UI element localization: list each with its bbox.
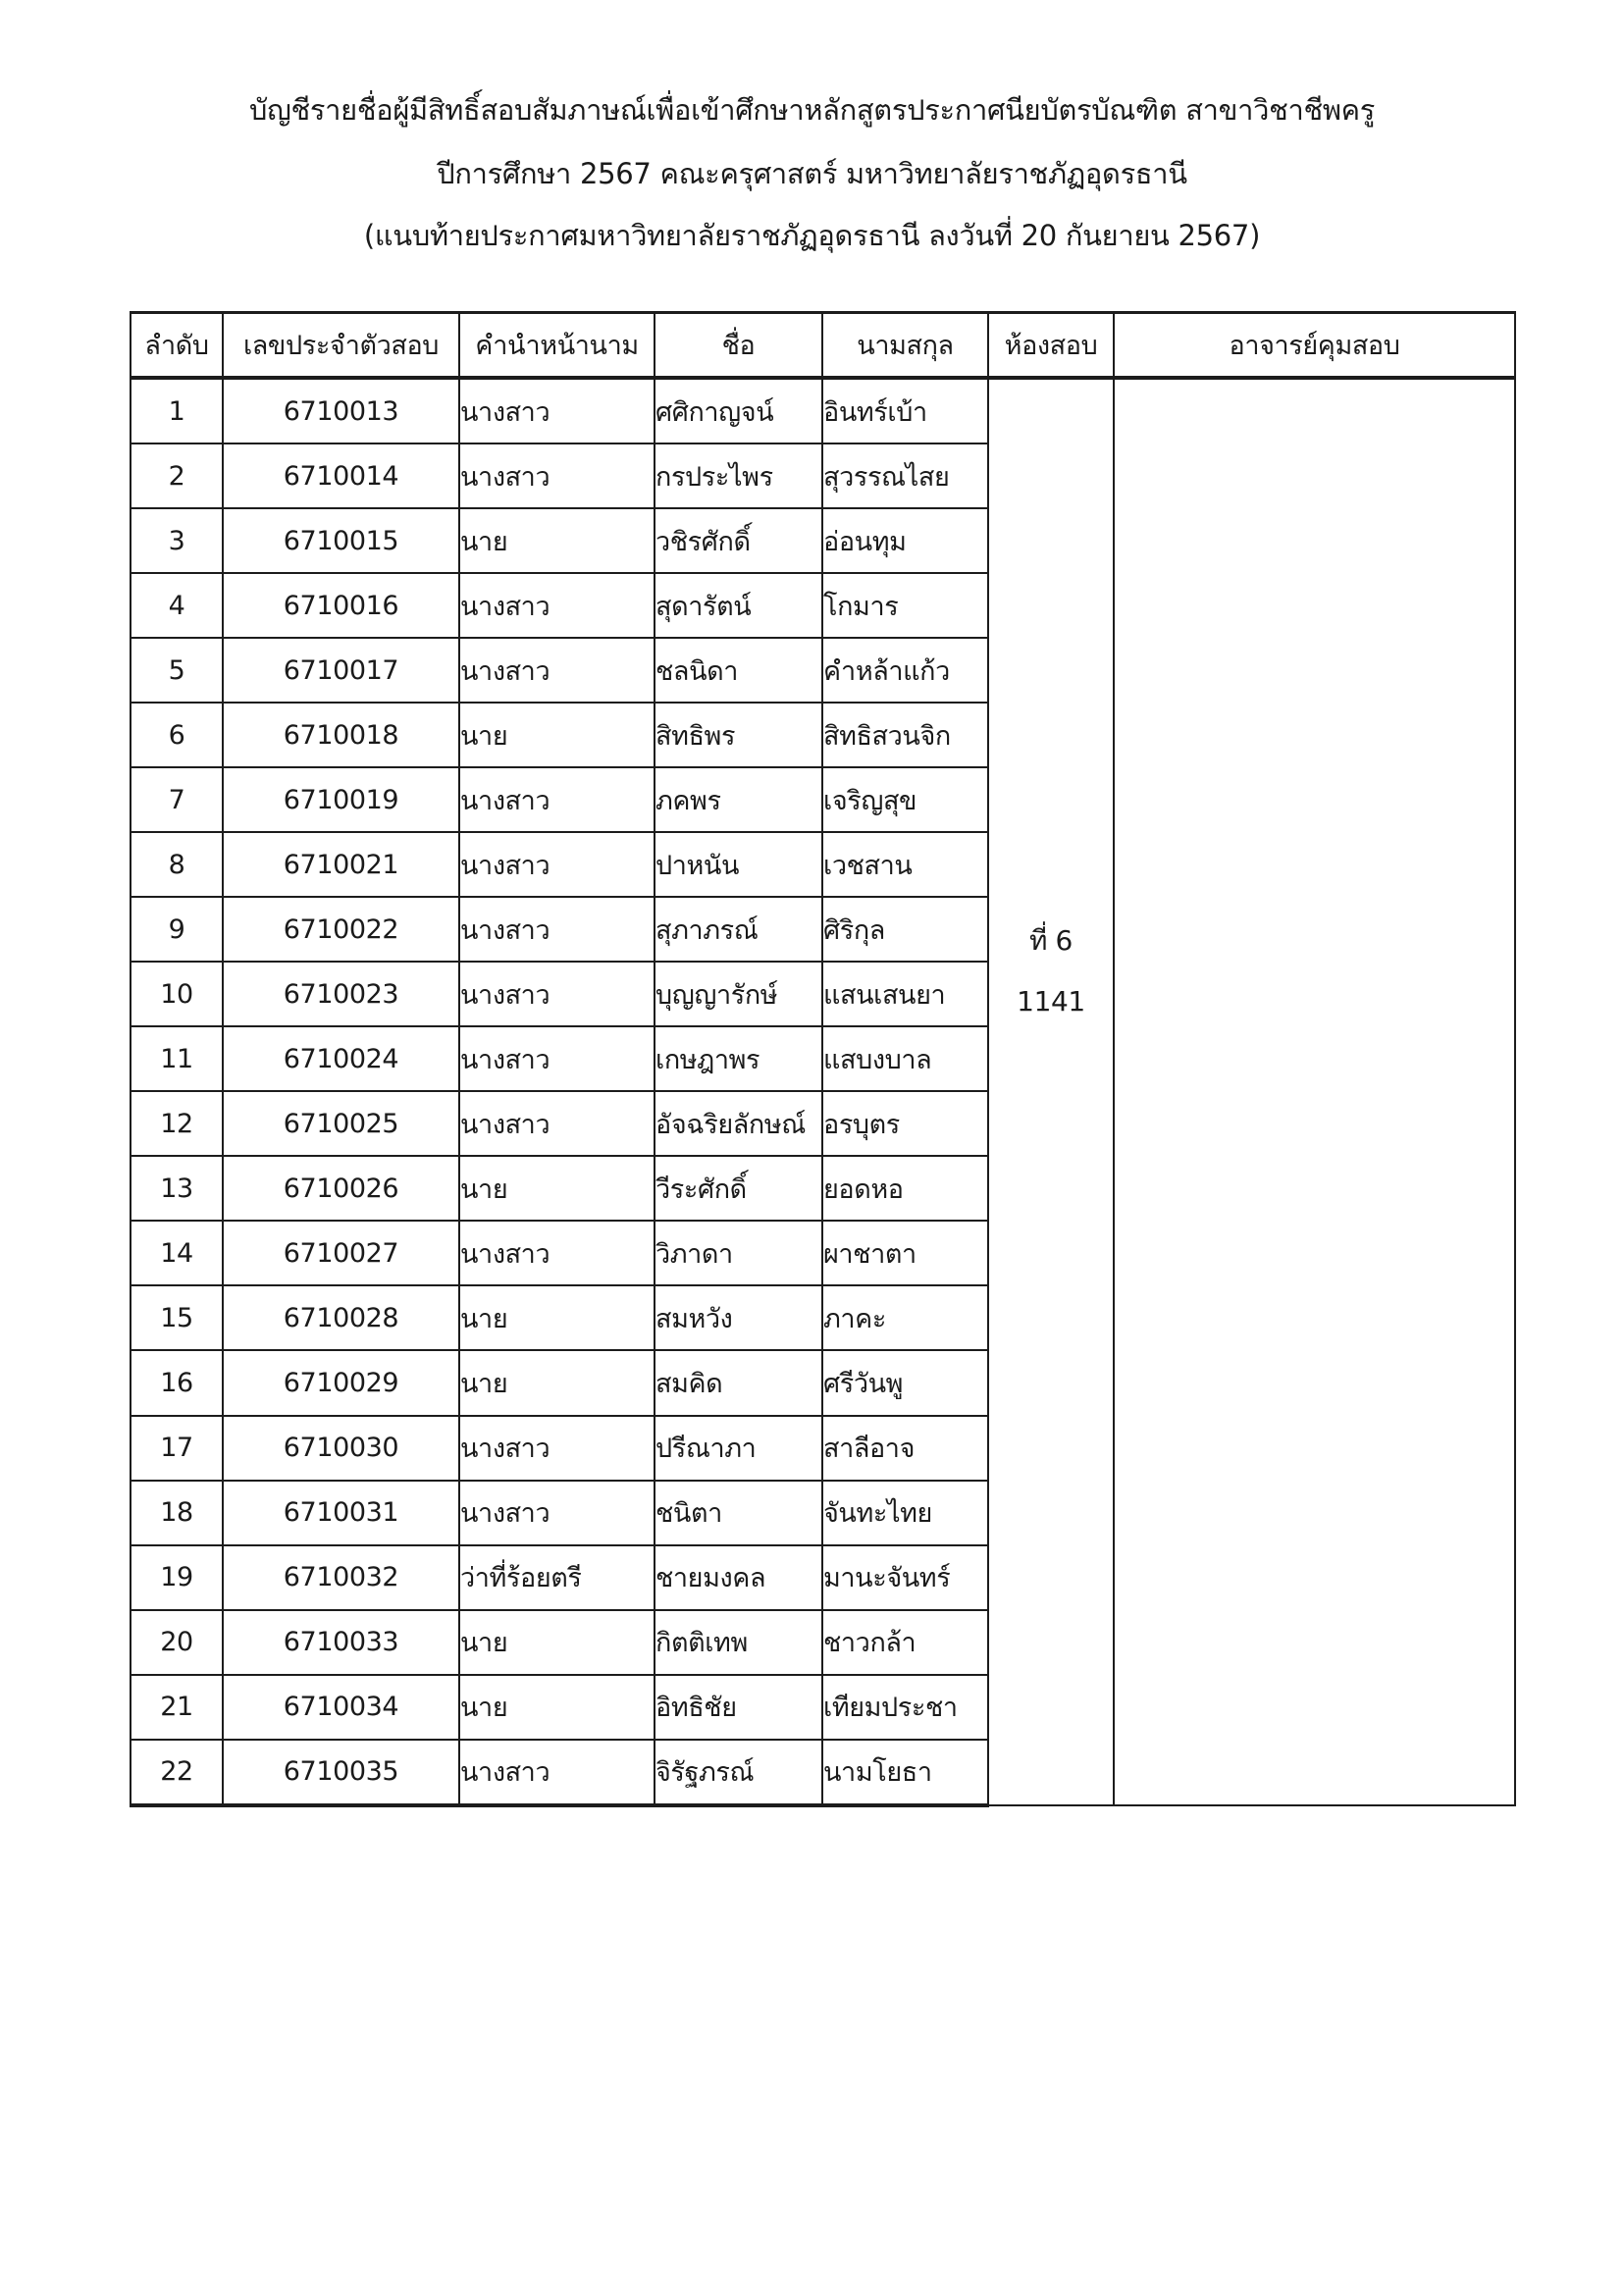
- row-order-cell: 6: [131, 703, 223, 767]
- row-last-name-cell: จันทะไทย: [822, 1481, 988, 1545]
- header-proctor: อาจารย์คุมสอบ: [1114, 313, 1515, 379]
- row-order-cell: 4: [131, 573, 223, 638]
- row-prefix-cell: ว่าที่ร้อยตรี: [459, 1545, 655, 1610]
- row-exam-id-cell: 6710013: [223, 378, 459, 443]
- row-prefix-cell: นางสาว: [459, 1026, 655, 1091]
- row-last-name-cell: ศิริกุล: [822, 897, 988, 962]
- document-subtitle: ปีการศึกษา 2567 คณะครุศาสตร์ มหาวิทยาลัยราชภัฏอุดรธานี: [437, 157, 1187, 190]
- row-exam-id-cell: 6710016: [223, 573, 459, 638]
- row-prefix-cell: นางสาว: [459, 378, 655, 443]
- row-exam-id-cell: 6710025: [223, 1091, 459, 1156]
- row-last-name-cell: เวชสาน: [822, 832, 988, 897]
- exam-room-code: 1141: [1017, 985, 1085, 1017]
- row-order-cell: 5: [131, 638, 223, 703]
- row-first-name-cell: ชนิตา: [655, 1481, 822, 1545]
- row-last-name-cell: แสบงบาล: [822, 1026, 988, 1091]
- row-order-cell: 7: [131, 767, 223, 832]
- row-last-name-cell: เจริญสุข: [822, 767, 988, 832]
- row-last-name-cell: สิทธิสวนจิก: [822, 703, 988, 767]
- row-prefix-cell: นางสาว: [459, 962, 655, 1026]
- document-title: บัญชีรายชื่อผู้มีสิทธิ์สอบสัมภาษณ์เพื่อเข้าศึกษาหลักสูตรประกาศนียบัตรบัณฑิต สาขาวิชาชีพครู: [248, 93, 1376, 127]
- row-prefix-cell: นาย: [459, 703, 655, 767]
- row-last-name-cell: ชาวกล้า: [822, 1610, 988, 1675]
- row-exam-id-cell: 6710033: [223, 1610, 459, 1675]
- row-last-name-cell: เทียมประชา: [822, 1675, 988, 1740]
- row-last-name-cell: ภาคะ: [822, 1285, 988, 1350]
- row-last-name-cell: มานะจันทร์: [822, 1545, 988, 1610]
- row-exam-id-cell: 6710030: [223, 1416, 459, 1481]
- header-prefix: คำนำหน้านาม: [459, 313, 655, 379]
- row-order-cell: 1: [131, 378, 223, 443]
- row-first-name-cell: กรประไพร: [655, 443, 822, 508]
- row-first-name-cell: สมคิด: [655, 1350, 822, 1415]
- header-order: ลำดับ: [131, 313, 223, 379]
- row-prefix-cell: นาย: [459, 1156, 655, 1221]
- row-prefix-cell: นางสาว: [459, 1481, 655, 1545]
- row-prefix-cell: นางสาว: [459, 1416, 655, 1481]
- row-order-cell: 16: [131, 1350, 223, 1415]
- row-order-cell: 8: [131, 832, 223, 897]
- row-exam-id-cell: 6710018: [223, 703, 459, 767]
- row-exam-id-cell: 6710031: [223, 1481, 459, 1545]
- row-exam-id-cell: 6710035: [223, 1740, 459, 1805]
- row-order-cell: 22: [131, 1740, 223, 1805]
- row-first-name-cell: ปาหนัน: [655, 832, 822, 897]
- row-last-name-cell: นามโยธา: [822, 1740, 988, 1805]
- row-last-name-cell: ยอดหอ: [822, 1156, 988, 1221]
- row-prefix-cell: นางสาว: [459, 1221, 655, 1285]
- row-first-name-cell: ภคพร: [655, 767, 822, 832]
- row-exam-id-cell: 6710032: [223, 1545, 459, 1610]
- row-order-cell: 13: [131, 1156, 223, 1221]
- row-first-name-cell: ชลนิดา: [655, 638, 822, 703]
- row-first-name-cell: สุภาภรณ์: [655, 897, 822, 962]
- row-last-name-cell: แสนเสนยา: [822, 962, 988, 1026]
- row-first-name-cell: วชิรศักดิ์: [655, 508, 822, 573]
- row-last-name-cell: อ่อนทุม: [822, 508, 988, 573]
- row-prefix-cell: นาย: [459, 508, 655, 573]
- row-exam-id-cell: 6710028: [223, 1285, 459, 1350]
- row-prefix-cell: นางสาว: [459, 573, 655, 638]
- row-prefix-cell: นางสาว: [459, 832, 655, 897]
- row-prefix-cell: นาย: [459, 1285, 655, 1350]
- table-header-row: [131, 313, 1515, 379]
- row-prefix-cell: นางสาว: [459, 767, 655, 832]
- row-exam-id-cell: 6710034: [223, 1675, 459, 1740]
- row-prefix-cell: นางสาว: [459, 897, 655, 962]
- candidate-table: [130, 311, 1516, 1807]
- row-last-name-cell: อินทร์เบ้า: [822, 378, 988, 443]
- row-last-name-cell: อรบุตร: [822, 1091, 988, 1156]
- row-first-name-cell: อิทธิชัย: [655, 1675, 822, 1740]
- row-first-name-cell: วีระศักดิ์: [655, 1156, 822, 1221]
- row-first-name-cell: เกษฎาพร: [655, 1026, 822, 1091]
- header-exam-room: ห้องสอบ: [988, 313, 1114, 379]
- row-order-cell: 10: [131, 962, 223, 1026]
- row-exam-id-cell: 6710019: [223, 767, 459, 832]
- row-exam-id-cell: 6710024: [223, 1026, 459, 1091]
- row-first-name-cell: ศศิกาญจน์: [655, 378, 822, 443]
- header-first-name: ชื่อ: [655, 313, 822, 379]
- row-last-name-cell: ศรีวันพู: [822, 1350, 988, 1415]
- row-prefix-cell: นางสาว: [459, 1091, 655, 1156]
- exam-room-cell: [988, 378, 1114, 1805]
- row-order-cell: 3: [131, 508, 223, 573]
- row-exam-id-cell: 6710022: [223, 897, 459, 962]
- row-order-cell: 12: [131, 1091, 223, 1156]
- row-order-cell: 20: [131, 1610, 223, 1675]
- header-last-name: นามสกุล: [822, 313, 988, 379]
- row-order-cell: 18: [131, 1481, 223, 1545]
- row-exam-id-cell: 6710026: [223, 1156, 459, 1221]
- row-last-name-cell: ผาชาตา: [822, 1221, 988, 1285]
- row-first-name-cell: ปรีณาภา: [655, 1416, 822, 1481]
- row-order-cell: 9: [131, 897, 223, 962]
- row-prefix-cell: นางสาว: [459, 1740, 655, 1805]
- row-order-cell: 19: [131, 1545, 223, 1610]
- row-order-cell: 14: [131, 1221, 223, 1285]
- row-first-name-cell: สิทธิพร: [655, 703, 822, 767]
- row-prefix-cell: นาย: [459, 1675, 655, 1740]
- row-exam-id-cell: 6710027: [223, 1221, 459, 1285]
- exam-room-number: ที่ 6: [1029, 924, 1073, 957]
- table-row: [131, 378, 1515, 443]
- row-first-name-cell: จิรัฐภรณ์: [655, 1740, 822, 1805]
- row-last-name-cell: คำหล้าแก้ว: [822, 638, 988, 703]
- proctor-cell: [1114, 378, 1515, 1805]
- row-last-name-cell: สาลีอาจ: [822, 1416, 988, 1481]
- row-order-cell: 11: [131, 1026, 223, 1091]
- row-prefix-cell: นางสาว: [459, 443, 655, 508]
- row-exam-id-cell: 6710023: [223, 962, 459, 1026]
- row-first-name-cell: สมหวัง: [655, 1285, 822, 1350]
- document-annex-note: (แนบท้ายประกาศมหาวิทยาลัยราชภัฏอุดรธานี ลงวันที่ 20 กันยายน 2567): [363, 219, 1261, 252]
- row-order-cell: 15: [131, 1285, 223, 1350]
- row-last-name-cell: โกมาร: [822, 573, 988, 638]
- row-first-name-cell: วิภาดา: [655, 1221, 822, 1285]
- row-first-name-cell: อัจฉริยลักษณ์: [655, 1091, 822, 1156]
- row-exam-id-cell: 6710014: [223, 443, 459, 508]
- row-first-name-cell: กิตติเทพ: [655, 1610, 822, 1675]
- row-prefix-cell: นาย: [459, 1610, 655, 1675]
- row-first-name-cell: บุญญารักษ์: [655, 962, 822, 1026]
- row-order-cell: 17: [131, 1416, 223, 1481]
- header-exam-id: เลขประจำตัวสอบ: [223, 313, 459, 379]
- row-prefix-cell: นางสาว: [459, 638, 655, 703]
- row-last-name-cell: สุวรรณไสย: [822, 443, 988, 508]
- row-exam-id-cell: 6710021: [223, 832, 459, 897]
- row-order-cell: 21: [131, 1675, 223, 1740]
- row-exam-id-cell: 6710029: [223, 1350, 459, 1415]
- row-exam-id-cell: 6710015: [223, 508, 459, 573]
- row-exam-id-cell: 6710017: [223, 638, 459, 703]
- row-first-name-cell: ชายมงคล: [655, 1545, 822, 1610]
- row-prefix-cell: นาย: [459, 1350, 655, 1415]
- row-order-cell: 2: [131, 443, 223, 508]
- row-first-name-cell: สุดารัตน์: [655, 573, 822, 638]
